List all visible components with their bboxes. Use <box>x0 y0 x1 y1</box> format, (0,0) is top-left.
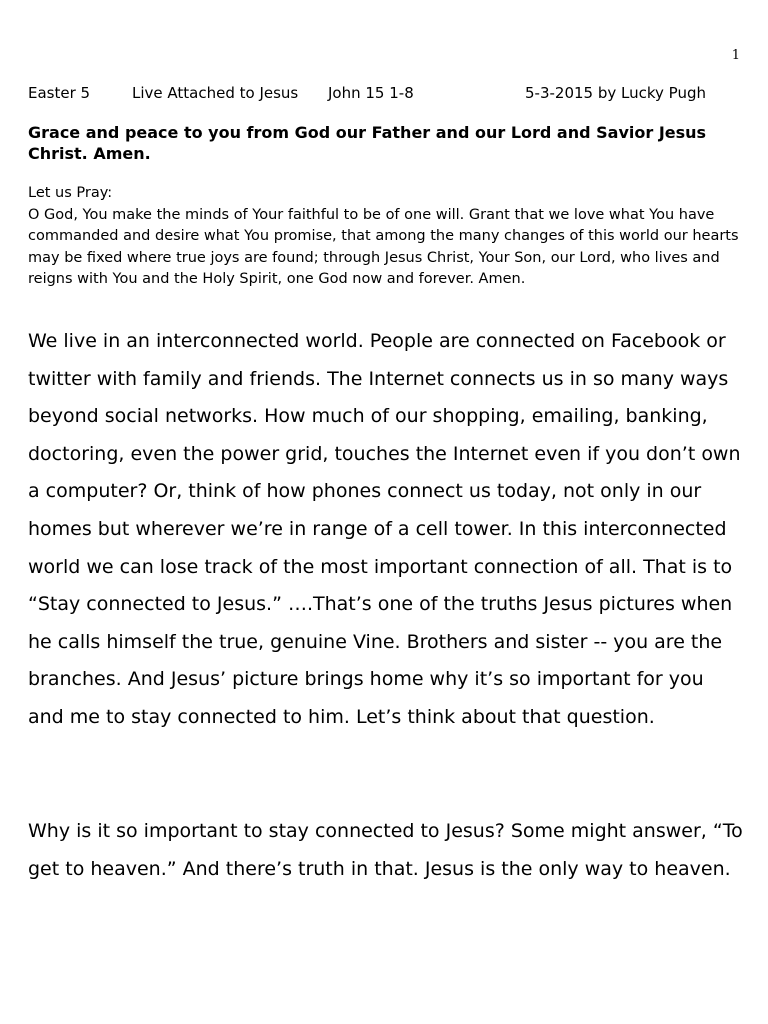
greeting: Grace and peace to you from God our Father and our Lord and Savior Jesus Christ. Amen. <box>28 123 707 163</box>
prayer-block <box>28 183 744 291</box>
scripture-reference: John 15 1-8 <box>328 84 414 102</box>
date-author: 5-3-2015 by Lucky Pugh <box>525 84 706 102</box>
body-paragraph-1: We live in an interconnected world. People are connected on Facebook or twitter with family and friends. The Internet connects us in so many ways beyond social networks. How much of our shopping, emailing, banking, doctoring, even the power grid, touches the Internet even if you don’t own a computer? Or, think of how phones connect us today, not only in our homes but wherever we’re in range of a cell tower. In this interconnected world we can lose track of the most important connection of all. That is to “Stay connected to Jesus.” ….That’s one of the truths Jesus pictures when he calls himself the true, genuine Vine. Brothers and sister -- you are the branches. And Jesus’ picture brings home why it’s so important for you and me to stay connected to him. Let’s think about that question. <box>28 330 741 728</box>
sermon-header <box>28 84 740 104</box>
prayer-text: O God, You make the minds of Your faithful to be of one will. Grant that we love what You have commanded and desire what You promise, that among the many changes of this world our hearts may be fixed where true joys are found; through Jesus Christ, Your Son, our Lord, who lives and reigns with You and the Holy Spirit, one God now and forever. Amen. <box>28 206 739 287</box>
service-name: Easter 5 <box>28 84 91 102</box>
sermon-title: Live Attached to Jesus <box>132 84 299 102</box>
body-paragraph-2: Why is it so important to stay connected to Jesus? Some might answer, “To get to heaven.” And there’s truth in that. Jesus is the only way to heaven. <box>28 820 743 880</box>
page-number: 1 <box>731 48 740 63</box>
prayer-heading: Let us Pray: <box>28 185 113 201</box>
